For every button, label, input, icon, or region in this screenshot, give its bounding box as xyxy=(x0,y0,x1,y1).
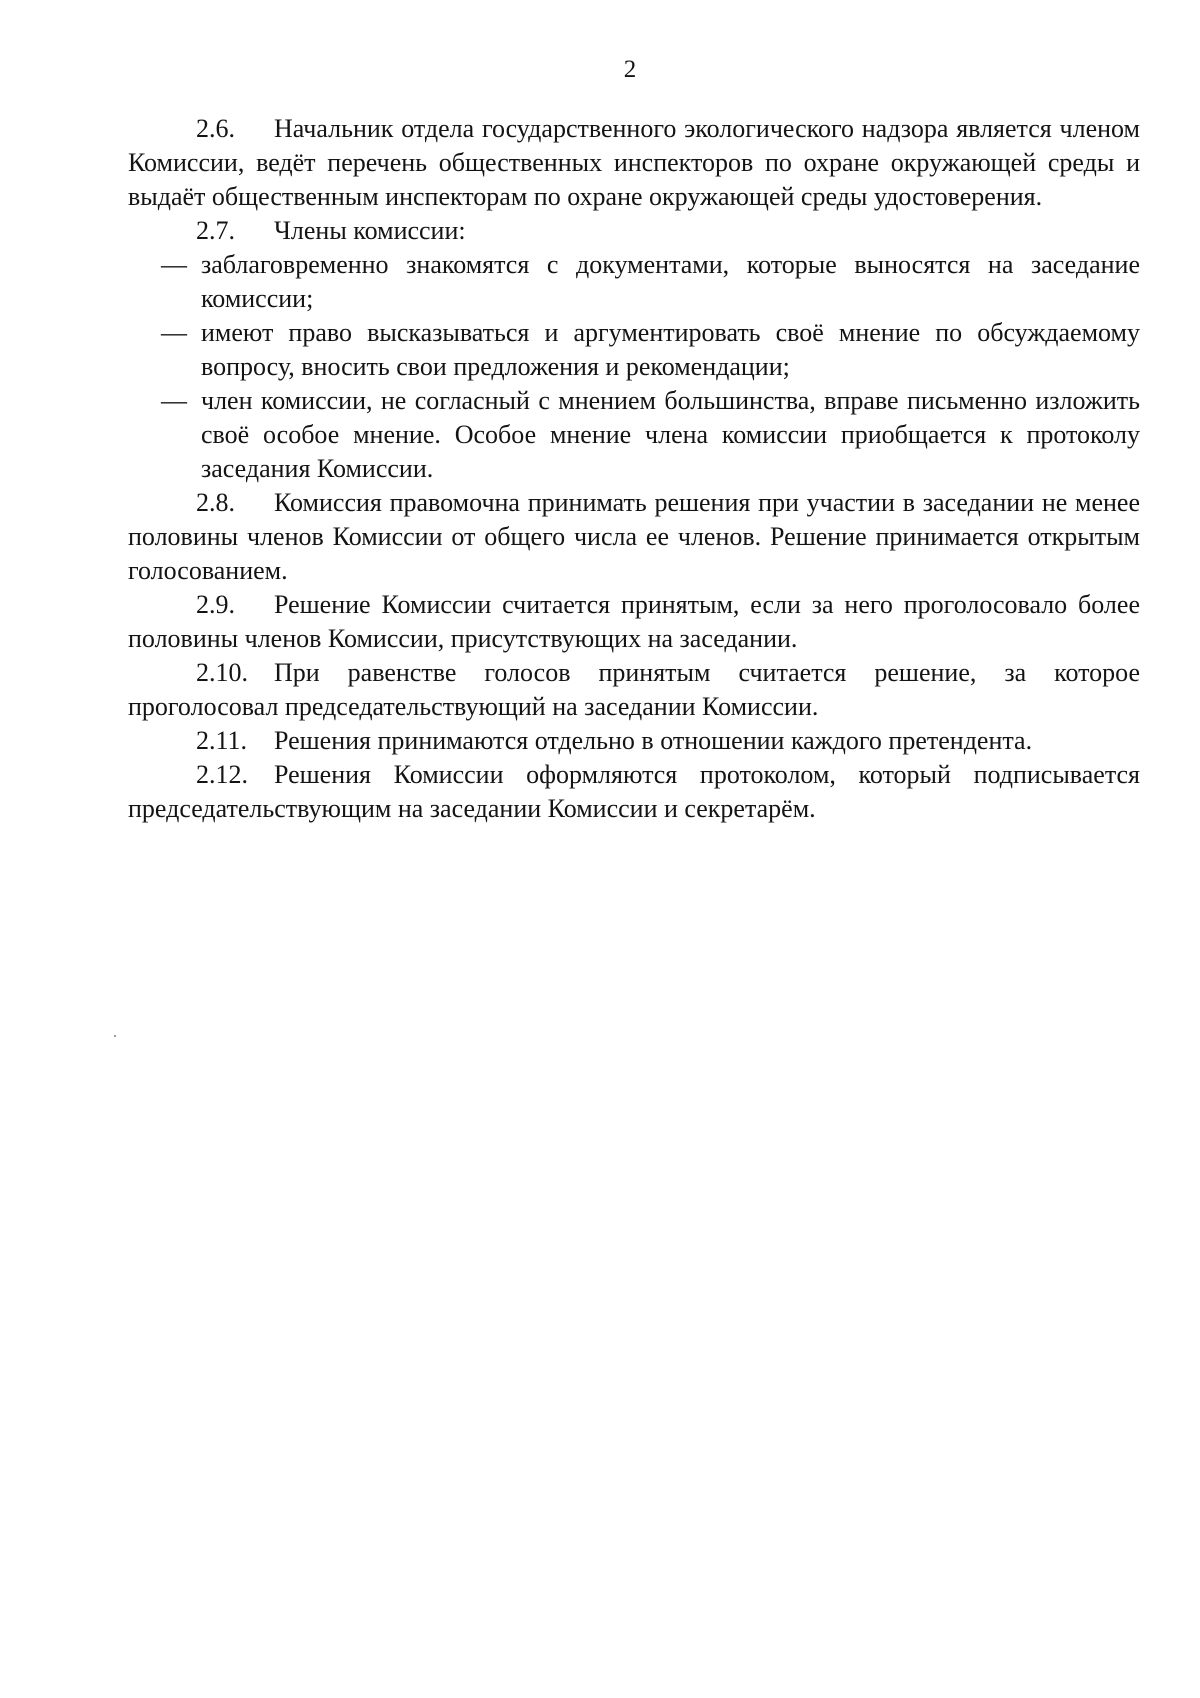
section-number: 2.9. xyxy=(196,590,235,619)
page-number: 2 xyxy=(623,56,637,83)
document-body xyxy=(128,112,1140,826)
list-item xyxy=(128,316,1140,384)
members-duties-list xyxy=(128,248,1140,486)
section-2-6 xyxy=(128,112,1140,214)
section-2-11 xyxy=(128,724,1140,758)
section-text: Решения Комиссии оформляются протоколом, который подписывается председательствующим на заседании Комиссии и секретарём. xyxy=(128,760,1140,823)
section-text: Комиссия правомочна принимать решения при участии в заседании не менее половины членов Комиссии от общего числа ее членов. Решение принимается открытым голосованием. xyxy=(128,488,1140,585)
scan-artifact-dot xyxy=(114,1035,116,1037)
list-item-text: заблаговременно знакомятся с документами, которые выносятся на заседание комиссии; xyxy=(201,250,1140,313)
section-number: 2.11. xyxy=(196,726,248,755)
list-item-text: член комиссии, не согласный с мнением большинства, вправе письменно изложить своё особое мнение. Особое мнение члена комиссии приобщается к протоколу заседания Комиссии. xyxy=(201,386,1140,483)
section-number: 2.7. xyxy=(196,216,235,245)
dash-bullet: — xyxy=(161,318,187,347)
section-number: 2.10. xyxy=(196,658,248,687)
section-2-7 xyxy=(128,214,1140,248)
section-text: Начальник отдела государственного экологического надзора является членом Комиссии, ведёт перечень общественных инспекторов по охране окружающей среды и выдаёт общественным инспекторам по охране окружающей среды удостоверения. xyxy=(128,114,1140,211)
section-text: Решения принимаются отдельно в отношении каждого претендента. xyxy=(274,726,1033,755)
section-text: Члены комиссии: xyxy=(274,216,466,245)
dash-bullet: — xyxy=(161,250,187,279)
section-2-9 xyxy=(128,588,1140,656)
list-item xyxy=(128,384,1140,486)
section-2-8 xyxy=(128,486,1140,588)
section-text: При равенстве голосов принятым считается решение, за которое проголосовал председательствующий на заседании Комиссии. xyxy=(128,658,1140,721)
section-2-12 xyxy=(128,758,1140,826)
section-2-10 xyxy=(128,656,1140,724)
dash-bullet: — xyxy=(161,386,187,415)
section-number: 2.8. xyxy=(196,488,235,517)
list-item xyxy=(128,248,1140,316)
section-number: 2.6. xyxy=(196,114,235,143)
section-number: 2.12. xyxy=(196,760,248,789)
list-item-text: имеют право высказываться и аргументировать своё мнение по обсуждаемому вопросу, вносить свои предложения и рекомендации; xyxy=(201,318,1140,381)
section-text: Решение Комиссии считается принятым, если за него проголосовало более половины членов Комиссии, присутствующих на заседании. xyxy=(128,590,1140,653)
